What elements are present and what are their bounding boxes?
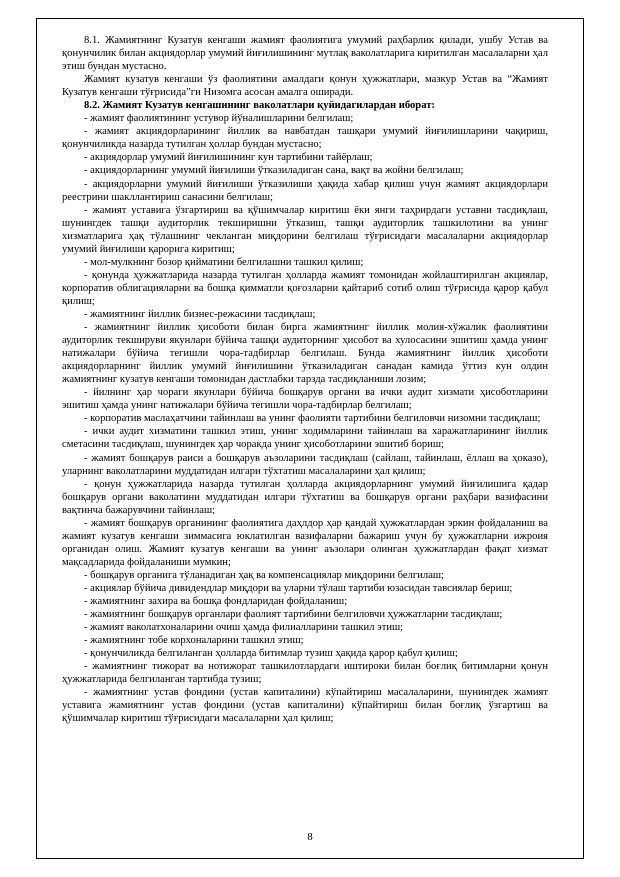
list-item: - жамиятнинг устав фондини (устав капиталини) кўпайтириш масалаларини, шунингдек жамият уставига жамиятнинг устав фондини (устав капиталини) кўпайтириш билан боғлиқ ўзгартиш ва қўшимчалар киритиш тўғрисидаги масалаларни ҳал қилиш; <box>62 687 548 725</box>
list-item: - жамият бошқарув органининг фаолиятига даҳлдор ҳар қандай ҳужжатлардан эркин фойдаланиш ва жамият кузатув кенгаши зиммасига юклатилган вазифаларни бажариш учун бу ҳужжатларни ижроия органидан олиш. Жамият кузатув кенгаши ва унинг аъзолари олинган ҳужжатлардан фақат хизмат мақсадларида фойдаланиши мумкин; <box>62 517 548 568</box>
list-item: - акциялар бўйича дивидендлар миқдори ва уларни тўлаш тартиби юзасидан тавсиялар бериш; <box>84 582 513 594</box>
list-item: - жамият фаолиятининг устувор йўналишларини белгилаш; <box>84 113 354 125</box>
list-item: - корпоратив маслаҳатчини тайинлаш ва унинг фаолияти тартибини белгиловчи низомни тасдиқлаш; <box>84 413 541 425</box>
list-item: - йилнинг ҳар чораги якунлари бўйича бошқарув органи ва ички аудит хизмати ҳисоботларини эшитиш ҳамда унинг натижалари бўйича тегишли чора-тадбирлар белгилаш; <box>62 387 548 412</box>
paragraph-8-1: 8.1. Жамиятнинг Кузатув кенгаши жамият фаолиятига умумий раҳбарлик қилади, ушбу Устав ва қонунчилик билан акциядорлар умумий йиғилишининг мутлақ ваколатларига киритилган масалаларни ҳал этиш бундан мустасно. <box>62 35 548 73</box>
list-item: - жамиятнинг йиллик бизнес-режасини тасдиқлаш; <box>84 308 316 320</box>
list-item: - жамият акциядорларининг йиллик ва навбатдан ташқари умумий йиғилишларини чақириш, қонунчиликда назарда тутилган ҳоллар бундан мустасно; <box>62 126 548 151</box>
list-item: - акциядорлар умумий йиғилишининг кун тартибини тайёрлаш; <box>84 152 373 164</box>
list-item: - жамиятнинг тижорат ва нотижорат ташкилотлардаги иштироки билан боғлиқ битимларни қонун ҳужжатларида белгиланган тартибда тузиш; <box>62 661 548 686</box>
list-item: - бошқарув органига тўланадиган ҳақ ва компенсациялар миқдорини белгилаш; <box>84 569 444 581</box>
list-item: - жамиятнинг бошқарув органлари фаолият тартибини белгиловчи ҳужжатларни тасдиқлаш; <box>84 609 503 621</box>
list-item: - жамият уставига ўзгартириш ва қўшимчалар киритиш ёки янги таҳрирдаги уставни тасдиқлаш, шунингдек ташқи аудиторлик текширишни ўтказиш, ташқи аудиторлик ташкилотини ва унинг хизматларига ҳақ тўлашнинг чекланган миқдорини белгилаш тўғрисидаги масалаларни акциядорлар умумий йиғилиши қарорига киритиш; <box>62 204 548 255</box>
list-item: - жамият бошқарув раиси а бошқарув аъзоларини тасдиқлаш (сайлаш, тайинлаш, ёллаш ва ҳоказо), уларнинг ваколатларини муддатидан илгари тўхтатиш масалаларини ҳал қилиш; <box>62 452 548 477</box>
list-item: - жамиятнинг захира ва бошқа фондларидан фойдаланиш; <box>84 596 348 608</box>
list-item: - ички аудит хизматини ташкил этиш, унинг ходимларини тайинлаш ва харажатларининг йиллик сметасини тасдиқлаш, шунингдек ҳар чоракда унинг ҳисоботларини эшитиб бориш; <box>62 426 548 451</box>
list-item: - акциядорларнинг умумий йиғилиши ўтказиладиган сана, вақт ва жойни белгилаш; <box>84 165 464 177</box>
list-item: - қонунда ҳужжатларида назарда тутилган ҳолларда жамият томонидан жойлаштирилган акциялар, корпоратив облигацияларни ва бошқа қимматли қоғозларни қайтариб сотиб олиш тўғрисида қарор қабул қилиш; <box>62 269 548 307</box>
paragraph-supervisory-board: Жамият кузатув кенгаши ўз фаолиятини амалдаги қонун ҳужжатлари, мазкур Устав ва “Жамият Кузатув кенгаши тўғрисида”ги Низомга асосан амалга оширади. <box>62 74 548 99</box>
powers-list <box>62 112 548 725</box>
list-item: - жамият ваколатхоналарини очиш ҳамда филиалларини ташкил этиш; <box>84 622 404 634</box>
page-number: 8 <box>307 831 313 843</box>
list-item: - жамиятнинг йиллик ҳисоботи билан бирга жамиятнинг йиллик молия-хўжалик фаолиятини аудиторлик текшируви якунлари бўйича ташқи аудиторнинг ҳисобот ва хулосасини эшитиш ҳамда унинг натижалари бўйича тегишли чора-тадбирлар белгилаш. Бунда жамиятнинг йиллик ҳисоботи акциядорларнинг йиллик умумий йиғилишини ўтказиладиган санадан камида ўттиз кун олдин жамиятнинг кузатув кенгаши томонидан дастлабки тарзда тасдиқланиши лозим; <box>62 322 548 386</box>
list-item: - акциядорларни умумий йиғилиши ўтказилиши ҳақида хабар қилиш учун жамият акциядорлари реестрини шакллантириш санасини белгилаш; <box>62 178 548 203</box>
list-item: - қонун ҳужжатларида назарда тутилган ҳолларда акциядорларнинг умумий йиғилишига қадар бошқарув органи ваколатини муддатидан илгари тўхтатиш ва бошқарув органи раҳбари вазифасини вақтинча бажарувчини тайинлаш; <box>62 478 548 516</box>
section-heading-8-2: 8.2. Жамият Кузатув кенгашининг ваколатлари қуйидагилардан иборат: <box>84 100 435 112</box>
list-item: - жамиятнинг тобе корхоналарини ташкил этиш; <box>84 635 304 647</box>
document-body <box>62 34 548 725</box>
list-item: - қонунчиликда белгиланган ҳолларда битимлар тузиш ҳақида қарор қабул қилиш; <box>84 648 458 660</box>
list-item: - мол-мулкнинг бозор қийматини белгилашни ташкил қилиш; <box>84 256 364 268</box>
